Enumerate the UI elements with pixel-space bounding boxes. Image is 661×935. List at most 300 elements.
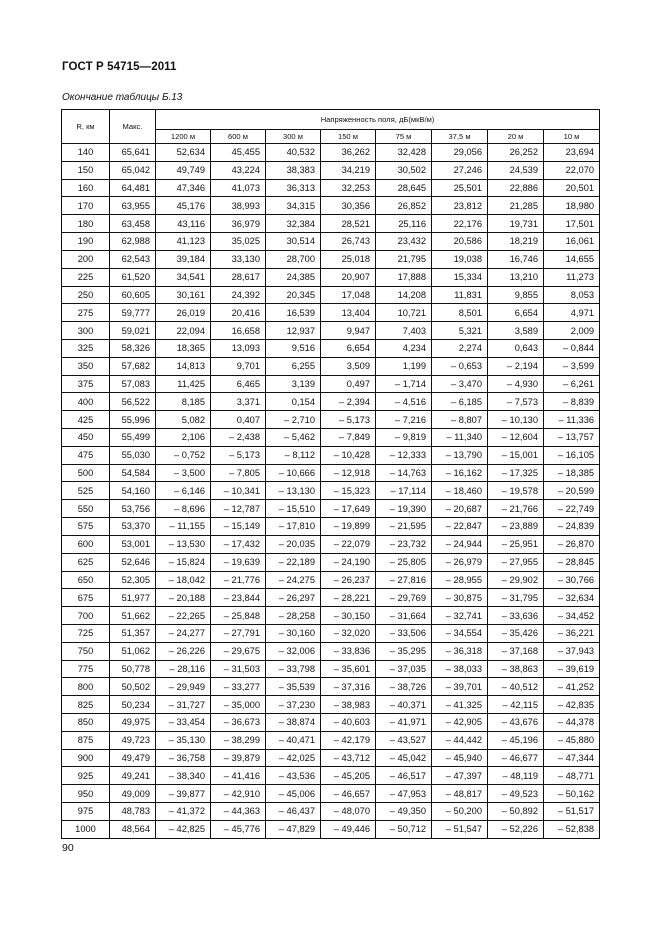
field-strength-cell: – 6,146 <box>156 482 211 500</box>
field-strength-cell: – 19,578 <box>488 482 544 500</box>
field-strength-cell: – 8,807 <box>432 411 488 429</box>
field-strength-cell: 10,721 <box>376 304 432 322</box>
field-strength-cell: 28,645 <box>376 179 432 197</box>
field-strength-cell: 8,185 <box>156 393 211 411</box>
field-strength-cell: – 10,428 <box>321 446 376 464</box>
field-strength-cell: – 5,173 <box>321 411 376 429</box>
table-row <box>62 357 600 375</box>
field-strength-cell: – 7,805 <box>211 464 266 482</box>
field-strength-cell: 2,009 <box>544 322 600 340</box>
field-strength-cell: – 2,438 <box>211 429 266 447</box>
field-strength-cell: – 9,819 <box>376 429 432 447</box>
field-strength-cell: 13,210 <box>488 268 544 286</box>
field-strength-cell: – 50,712 <box>376 820 432 838</box>
table-row <box>62 144 600 162</box>
field-strength-cell: – 27,816 <box>376 571 432 589</box>
field-strength-cell: 6,654 <box>321 339 376 357</box>
field-strength-cell: 38,993 <box>211 197 266 215</box>
max-value-cell: 58,326 <box>110 339 156 357</box>
field-strength-cell: – 27,791 <box>211 624 266 642</box>
field-strength-cell: 6,465 <box>211 375 266 393</box>
field-strength-cell: – 37,230 <box>266 696 321 714</box>
max-value-cell: 50,502 <box>110 678 156 696</box>
field-strength-cell: 3,509 <box>321 357 376 375</box>
column-header-height: 37,5 м <box>432 130 488 144</box>
max-value-cell: 49,723 <box>110 731 156 749</box>
field-strength-cell: – 13,757 <box>544 429 600 447</box>
field-strength-cell: – 40,512 <box>488 678 544 696</box>
field-strength-cell: – 11,336 <box>544 411 600 429</box>
field-strength-cell: – 29,949 <box>156 678 211 696</box>
field-strength-cell: 28,617 <box>211 268 266 286</box>
table-row <box>62 749 600 767</box>
field-strength-cell: 11,273 <box>544 268 600 286</box>
field-strength-cell: – 52,226 <box>488 820 544 838</box>
column-header-height: 150 м <box>321 130 376 144</box>
max-value-cell: 60,605 <box>110 286 156 304</box>
field-strength-cell: – 38,033 <box>432 660 488 678</box>
field-strength-cell: – 42,905 <box>432 714 488 732</box>
field-strength-cell: – 6,261 <box>544 375 600 393</box>
max-value-cell: 49,975 <box>110 714 156 732</box>
table-row <box>62 375 600 393</box>
table-row <box>62 660 600 678</box>
field-strength-cell: 36,979 <box>211 215 266 233</box>
table-row <box>62 642 600 660</box>
field-strength-cell: – 32,634 <box>544 589 600 607</box>
field-strength-cell: 22,070 <box>544 161 600 179</box>
field-strength-cell: – 49,523 <box>488 785 544 803</box>
field-strength-cell: 40,532 <box>266 144 321 162</box>
field-strength-cell: 9,516 <box>266 339 321 357</box>
field-strength-cell: 0,154 <box>266 393 321 411</box>
table-row <box>62 624 600 642</box>
field-strength-cell: – 50,162 <box>544 785 600 803</box>
field-strength-cell: – 24,275 <box>266 571 321 589</box>
field-strength-cell: 43,224 <box>211 161 266 179</box>
table-row <box>62 322 600 340</box>
field-strength-cell: – 13,790 <box>432 446 488 464</box>
field-strength-cell: – 16,105 <box>544 446 600 464</box>
field-strength-cell: 17,501 <box>544 215 600 233</box>
field-strength-cell: 5,321 <box>432 322 488 340</box>
field-strength-cell: – 13,130 <box>266 482 321 500</box>
field-strength-cell: – 35,000 <box>211 696 266 714</box>
distance-cell: 650 <box>62 571 110 589</box>
field-strength-cell: – 42,835 <box>544 696 600 714</box>
field-strength-cell: – 22,265 <box>156 607 211 625</box>
field-strength-cell: – 26,870 <box>544 535 600 553</box>
field-strength-cell: – 20,035 <box>266 535 321 553</box>
field-strength-cell: – 20,188 <box>156 589 211 607</box>
field-strength-cell: – 48,119 <box>488 767 544 785</box>
field-strength-cell: – 8,112 <box>266 446 321 464</box>
field-strength-cell: 8,053 <box>544 286 600 304</box>
field-strength-cell: – 2,710 <box>266 411 321 429</box>
field-strength-cell: – 22,079 <box>321 535 376 553</box>
field-strength-cell: – 4,516 <box>376 393 432 411</box>
field-strength-cell: – 46,677 <box>488 749 544 767</box>
distance-cell: 625 <box>62 553 110 571</box>
max-value-cell: 53,370 <box>110 518 156 536</box>
field-strength-cell: – 29,769 <box>376 589 432 607</box>
field-strength-cell: 29,056 <box>432 144 488 162</box>
field-strength-cell: 16,539 <box>266 304 321 322</box>
field-strength-cell: 2,274 <box>432 339 488 357</box>
distance-cell: 180 <box>62 215 110 233</box>
table-row <box>62 482 600 500</box>
field-strength-cell: – 0,844 <box>544 339 600 357</box>
max-value-cell: 48,783 <box>110 803 156 821</box>
field-strength-cell: – 41,252 <box>544 678 600 696</box>
table-row <box>62 429 600 447</box>
distance-cell: 325 <box>62 339 110 357</box>
field-strength-cell: – 15,149 <box>211 518 266 536</box>
table-row <box>62 304 600 322</box>
field-strength-cell: – 45,940 <box>432 749 488 767</box>
field-strength-cell: – 7,573 <box>488 393 544 411</box>
field-strength-cell: 7,403 <box>376 322 432 340</box>
table-row <box>62 589 600 607</box>
field-strength-cell: 18,219 <box>488 233 544 251</box>
distance-cell: 600 <box>62 535 110 553</box>
field-strength-cell: 25,018 <box>321 250 376 268</box>
field-strength-cell: – 19,390 <box>376 500 432 518</box>
table-row <box>62 785 600 803</box>
field-strength-cell: 24,392 <box>211 286 266 304</box>
field-strength-cell: – 18,042 <box>156 571 211 589</box>
field-strength-cell: 4,234 <box>376 339 432 357</box>
distance-cell: 775 <box>62 660 110 678</box>
field-strength-cell: 41,073 <box>211 179 266 197</box>
field-strength-cell: – 48,817 <box>432 785 488 803</box>
distance-cell: 500 <box>62 464 110 482</box>
field-strength-cell: 23,694 <box>544 144 600 162</box>
column-header-max: Макс. <box>110 110 156 144</box>
field-strength-cell: – 36,758 <box>156 749 211 767</box>
distance-cell: 400 <box>62 393 110 411</box>
field-strength-cell: – 47,829 <box>266 820 321 838</box>
field-strength-cell: – 28,955 <box>432 571 488 589</box>
field-strength-cell: 16,746 <box>488 250 544 268</box>
field-strength-cell: 9,947 <box>321 322 376 340</box>
field-strength-cell: – 42,825 <box>156 820 211 838</box>
field-strength-cell: – 45,042 <box>376 749 432 767</box>
field-strength-cell: – 17,325 <box>488 464 544 482</box>
field-strength-cell: 52,634 <box>156 144 211 162</box>
field-strength-cell: 30,161 <box>156 286 211 304</box>
field-strength-cell: – 17,810 <box>266 518 321 536</box>
field-strength-cell: – 19,899 <box>321 518 376 536</box>
distance-cell: 700 <box>62 607 110 625</box>
field-strength-cell: – 3,500 <box>156 464 211 482</box>
field-strength-cell: – 34,554 <box>432 624 488 642</box>
field-strength-cell: 39,184 <box>156 250 211 268</box>
field-strength-cell: – 45,205 <box>321 767 376 785</box>
max-value-cell: 65,641 <box>110 144 156 162</box>
field-strength-cell: – 39,701 <box>432 678 488 696</box>
distance-cell: 160 <box>62 179 110 197</box>
max-value-cell: 49,479 <box>110 749 156 767</box>
field-strength-cell: 27,246 <box>432 161 488 179</box>
field-strength-cell: – 42,910 <box>211 785 266 803</box>
field-strength-cell: 28,700 <box>266 250 321 268</box>
field-strength-cell: – 35,426 <box>488 624 544 642</box>
field-strength-cell: 16,061 <box>544 233 600 251</box>
field-strength-cell: – 45,880 <box>544 731 600 749</box>
max-value-cell: 54,160 <box>110 482 156 500</box>
distance-cell: 300 <box>62 322 110 340</box>
field-strength-cell: – 2,394 <box>321 393 376 411</box>
field-strength-cell: – 22,749 <box>544 500 600 518</box>
field-strength-cell: – 11,155 <box>156 518 211 536</box>
max-value-cell: 55,499 <box>110 429 156 447</box>
distance-cell: 275 <box>62 304 110 322</box>
field-strength-cell: – 32,741 <box>432 607 488 625</box>
field-strength-cell: – 42,179 <box>321 731 376 749</box>
field-strength-cell: 13,404 <box>321 304 376 322</box>
field-strength-cell: – 50,892 <box>488 803 544 821</box>
field-strength-cell: 0,643 <box>488 339 544 357</box>
distance-cell: 200 <box>62 250 110 268</box>
column-header-distance: R, км <box>62 110 110 144</box>
field-strength-cell: 3,139 <box>266 375 321 393</box>
table-header <box>62 110 600 144</box>
field-strength-cell: – 49,446 <box>321 820 376 838</box>
field-strength-cell: – 41,971 <box>376 714 432 732</box>
distance-cell: 550 <box>62 500 110 518</box>
field-strength-cell: – 13,530 <box>156 535 211 553</box>
field-strength-cell: – 28,116 <box>156 660 211 678</box>
field-strength-cell: 18,980 <box>544 197 600 215</box>
field-strength-cell: – 50,200 <box>432 803 488 821</box>
field-strength-cell: – 31,727 <box>156 696 211 714</box>
field-strength-cell: – 12,918 <box>321 464 376 482</box>
field-strength-cell: – 7,216 <box>376 411 432 429</box>
field-strength-cell: – 37,943 <box>544 642 600 660</box>
field-strength-cell: 25,116 <box>376 215 432 233</box>
field-strength-cell: 20,586 <box>432 233 488 251</box>
field-strength-cell: – 4,930 <box>488 375 544 393</box>
field-strength-cell: – 19,639 <box>211 553 266 571</box>
max-value-cell: 56,522 <box>110 393 156 411</box>
field-strength-cell: – 41,325 <box>432 696 488 714</box>
field-strength-cell: – 42,115 <box>488 696 544 714</box>
field-strength-cell: 6,255 <box>266 357 321 375</box>
field-strength-cell: 2,106 <box>156 429 211 447</box>
field-strength-cell: 32,253 <box>321 179 376 197</box>
field-strength-cell: 14,655 <box>544 250 600 268</box>
table-row <box>62 215 600 233</box>
field-strength-cell: – 23,732 <box>376 535 432 553</box>
field-strength-cell: – 34,452 <box>544 607 600 625</box>
distance-cell: 140 <box>62 144 110 162</box>
field-strength-cell: – 0,653 <box>432 357 488 375</box>
field-strength-cell: – 30,160 <box>266 624 321 642</box>
field-strength-cell: – 3,470 <box>432 375 488 393</box>
field-strength-cell: – 41,372 <box>156 803 211 821</box>
max-value-cell: 59,021 <box>110 322 156 340</box>
table-row <box>62 535 600 553</box>
field-strength-cell: 36,313 <box>266 179 321 197</box>
max-value-cell: 51,062 <box>110 642 156 660</box>
document-title: ГОСТ Р 54715—2011 <box>62 61 177 73</box>
max-value-cell: 63,458 <box>110 215 156 233</box>
field-strength-cell: – 38,726 <box>376 678 432 696</box>
field-strength-cell: – 29,902 <box>488 571 544 589</box>
field-strength-cell: 14,813 <box>156 357 211 375</box>
field-strength-cell: – 12,604 <box>488 429 544 447</box>
field-strength-cell: – 40,603 <box>321 714 376 732</box>
field-strength-cell: – 46,437 <box>266 803 321 821</box>
max-value-cell: 50,234 <box>110 696 156 714</box>
field-strength-cell: – 35,130 <box>156 731 211 749</box>
field-strength-cell: – 18,460 <box>432 482 488 500</box>
table-row <box>62 339 600 357</box>
field-strength-cell: – 30,766 <box>544 571 600 589</box>
field-strength-cell: – 31,503 <box>211 660 266 678</box>
field-strength-cell: – 33,506 <box>376 624 432 642</box>
field-strength-cell: 8,501 <box>432 304 488 322</box>
field-strength-cell: – 30,875 <box>432 589 488 607</box>
field-strength-cell: 20,907 <box>321 268 376 286</box>
distance-cell: 450 <box>62 429 110 447</box>
field-strength-cell: 25,501 <box>432 179 488 197</box>
field-strength-cell: 49,749 <box>156 161 211 179</box>
column-header-height: 300 м <box>266 130 321 144</box>
distance-cell: 525 <box>62 482 110 500</box>
max-value-cell: 61,520 <box>110 268 156 286</box>
field-strength-cell: – 17,649 <box>321 500 376 518</box>
field-strength-cell: – 46,517 <box>376 767 432 785</box>
table-row <box>62 250 600 268</box>
field-strength-cell: 21,285 <box>488 197 544 215</box>
field-strength-cell: – 24,944 <box>432 535 488 553</box>
field-strength-cell: – 47,397 <box>432 767 488 785</box>
field-strength-cell: – 22,847 <box>432 518 488 536</box>
field-strength-cell: – 1,714 <box>376 375 432 393</box>
field-strength-cell: – 12,333 <box>376 446 432 464</box>
field-strength-cell: – 0,752 <box>156 446 211 464</box>
table-row <box>62 179 600 197</box>
field-strength-cell: – 49,350 <box>376 803 432 821</box>
field-strength-cell: – 36,318 <box>432 642 488 660</box>
field-strength-cell: – 30,150 <box>321 607 376 625</box>
field-strength-cell: – 37,035 <box>376 660 432 678</box>
field-strength-cell: 22,176 <box>432 215 488 233</box>
field-strength-cell: – 40,471 <box>266 731 321 749</box>
field-strength-cell: – 25,951 <box>488 535 544 553</box>
max-value-cell: 49,009 <box>110 785 156 803</box>
distance-cell: 170 <box>62 197 110 215</box>
table-row <box>62 696 600 714</box>
column-group-header: Напряженность поля, дБ(мкВ/м) <box>156 110 600 130</box>
table-row <box>62 500 600 518</box>
field-strength-cell: – 36,673 <box>211 714 266 732</box>
field-strength-cell: – 27,955 <box>488 553 544 571</box>
field-strength-cell: 20,501 <box>544 179 600 197</box>
distance-cell: 250 <box>62 286 110 304</box>
max-value-cell: 48,564 <box>110 820 156 838</box>
distance-cell: 825 <box>62 696 110 714</box>
field-strength-cell: – 38,874 <box>266 714 321 732</box>
field-strength-cell: 6,654 <box>488 304 544 322</box>
field-strength-cell: – 24,190 <box>321 553 376 571</box>
field-strength-cell: 13,093 <box>211 339 266 357</box>
field-strength-cell: 22,094 <box>156 322 211 340</box>
max-value-cell: 51,357 <box>110 624 156 642</box>
field-strength-cell: 36,262 <box>321 144 376 162</box>
max-value-cell: 59,777 <box>110 304 156 322</box>
field-strength-cell: 3,371 <box>211 393 266 411</box>
field-strength-cell: 15,334 <box>432 268 488 286</box>
field-strength-cell: – 21,595 <box>376 518 432 536</box>
field-strength-cell: – 35,601 <box>321 660 376 678</box>
field-strength-cell: – 24,839 <box>544 518 600 536</box>
table-row <box>62 731 600 749</box>
field-strength-cell: – 10,130 <box>488 411 544 429</box>
field-strength-cell: – 5,173 <box>211 446 266 464</box>
field-strength-cell: – 22,189 <box>266 553 321 571</box>
field-strength-cell: 23,432 <box>376 233 432 251</box>
max-value-cell: 57,682 <box>110 357 156 375</box>
distance-cell: 575 <box>62 518 110 536</box>
page-number: 90 <box>62 842 74 854</box>
field-strength-cell: – 35,539 <box>266 678 321 696</box>
table-row <box>62 518 600 536</box>
table-body <box>62 144 600 839</box>
field-strength-cell: – 28,845 <box>544 553 600 571</box>
distance-cell: 475 <box>62 446 110 464</box>
table-row <box>62 553 600 571</box>
max-value-cell: 50,778 <box>110 660 156 678</box>
field-strength-cell: – 24,277 <box>156 624 211 642</box>
field-strength-cell: 30,514 <box>266 233 321 251</box>
field-strength-cell: 11,831 <box>432 286 488 304</box>
field-strength-cell: – 7,849 <box>321 429 376 447</box>
max-value-cell: 51,662 <box>110 607 156 625</box>
field-strength-cell: – 15,824 <box>156 553 211 571</box>
field-strength-cell: – 21,776 <box>211 571 266 589</box>
field-strength-cell: 38,383 <box>266 161 321 179</box>
field-strength-cell: – 38,340 <box>156 767 211 785</box>
field-strength-cell: 23,812 <box>432 197 488 215</box>
table-row <box>62 393 600 411</box>
field-strength-cell: 19,731 <box>488 215 544 233</box>
table-row <box>62 197 600 215</box>
field-strength-cell: – 16,162 <box>432 464 488 482</box>
max-value-cell: 54,584 <box>110 464 156 482</box>
field-strength-cell: – 43,527 <box>376 731 432 749</box>
field-strength-cell: – 8,839 <box>544 393 600 411</box>
field-strength-cell: 32,428 <box>376 144 432 162</box>
field-strength-cell: 45,455 <box>211 144 266 162</box>
distance-cell: 850 <box>62 714 110 732</box>
max-value-cell: 53,001 <box>110 535 156 553</box>
distance-cell: 150 <box>62 161 110 179</box>
column-header-height: 20 м <box>488 130 544 144</box>
field-strength-cell: – 23,844 <box>211 589 266 607</box>
field-strength-cell: – 20,687 <box>432 500 488 518</box>
field-strength-cell: – 39,879 <box>211 749 266 767</box>
field-strength-cell: – 33,636 <box>488 607 544 625</box>
field-strength-cell: – 26,297 <box>266 589 321 607</box>
field-strength-cell: – 42,025 <box>266 749 321 767</box>
field-strength-cell: 0,407 <box>211 411 266 429</box>
max-value-cell: 55,030 <box>110 446 156 464</box>
table-row <box>62 571 600 589</box>
distance-cell: 725 <box>62 624 110 642</box>
